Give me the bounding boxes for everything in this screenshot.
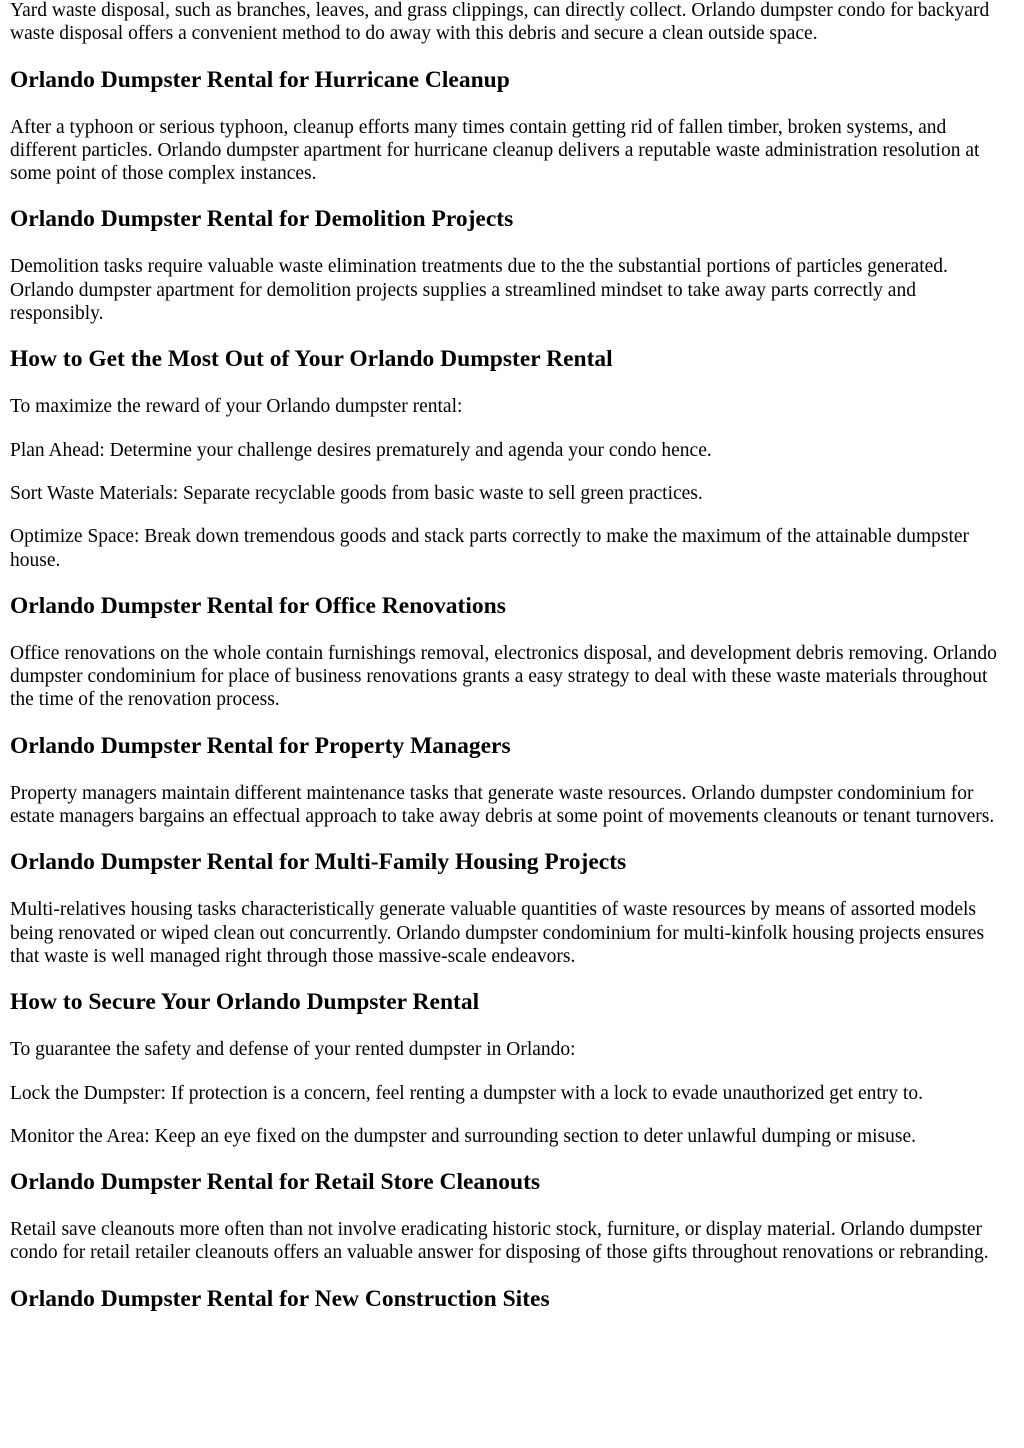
paragraph-lock-dumpster: Lock the Dumpster: If protection is a concern, feel renting a dumpster with a lock to evade unauthorized get entry to. (10, 1082, 923, 1104)
paragraph-optimize-space: Optimize Space: Break down tremendous goods and stack parts correctly to make the maximum of the attainable dumpster house. (10, 526, 970, 571)
paragraph-multi-family-housing: Multi-relatives housing tasks characteristically generate valuable quantities of waste resources by means of assorted models being renovated or wiped clean out concurrently. Orlando dumpster condominium for multi-kinfolk housing projects ensures that waste is well managed right through those massive-scale endeavors. (10, 899, 985, 967)
heading-retail-cleanouts: Orlando Dumpster Rental for Retail Store Cleanouts (10, 1169, 541, 1196)
heading-new-construction: Orlando Dumpster Rental for New Construction Sites (10, 1285, 550, 1312)
heading-office-renovations: Orlando Dumpster Rental for Office Renovations (10, 592, 506, 619)
paragraph-sort-waste: Sort Waste Materials: Separate recyclable goods from basic waste to sell green practices. (10, 482, 703, 504)
heading-secure-rental: How to Secure Your Orlando Dumpster Rental (10, 989, 480, 1016)
paragraph-retail-cleanouts: Retail save cleanouts more often than not involve eradicating historic stock, furniture, or display material. Orlando dumpster condo for retail retailer cleanouts offers an valuable answer for disposing of those gifts throughout renovations or rebranding. (10, 1219, 989, 1264)
paragraph-yard-waste: Yard waste disposal, such as branches, leaves, and grass clippings, can directly collect. Orlando dumpster condo for backyard waste disposal offers a convenient method to do away with this debris and secure a clean outside space. (10, 0, 990, 45)
heading-get-most-out: How to Get the Most Out of Your Orlando Dumpster Rental (10, 346, 613, 373)
heading-demolition-projects: Orlando Dumpster Rental for Demolition Projects (10, 206, 514, 233)
paragraph-property-managers: Property managers maintain different maintenance tasks that generate waste resources. Orlando dumpster condominium for estate managers bargains an effectual approach to take away debris at some point of movements cleanouts or tenant turnovers. (10, 782, 995, 828)
heading-multi-family-housing: Orlando Dumpster Rental for Multi-Family Housing Projects (10, 849, 627, 876)
paragraph-monitor-area: Monitor the Area: Keep an eye fixed on the dumpster and surrounding section to deter unlawful dumping or misuse. (10, 1125, 916, 1147)
heading-hurricane-cleanup: Orlando Dumpster Rental for Hurricane Cleanup (10, 66, 510, 93)
paragraph-office-renovations: Office renovations on the whole contain furnishings removal, electronics disposal, and development debris removing. Orlando dumpster condominium for place of business renovations grants a easy strategy to deal with these waste materials throughout the time of the renovation process. (10, 642, 997, 711)
paragraph-maximize-intro: To maximize the reward of your Orlando dumpster rental: (10, 396, 463, 418)
paragraph-secure-intro: To guarantee the safety and defense of your rented dumpster in Orlando: (10, 1039, 576, 1061)
paragraph-hurricane-cleanup: After a typhoon or serious typhoon, cleanup efforts many times contain getting rid of fallen timber, broken systems, and different particles. Orlando dumpster apartment for hurricane cleanup delivers a reputable waste administration resolution at some point of those complex instances. (10, 116, 980, 185)
paragraph-demolition-projects: Demolition tasks require valuable waste elimination treatments due to the the substantial portions of particles generated. Orlando dumpster apartment for demolition projects supplies a streamlined mindset to take away parts correctly and responsibly. (10, 256, 948, 325)
paragraph-plan-ahead: Plan Ahead: Determine your challenge desires prematurely and agenda your condo hence. (10, 439, 712, 461)
heading-property-managers: Orlando Dumpster Rental for Property Managers (10, 732, 511, 759)
